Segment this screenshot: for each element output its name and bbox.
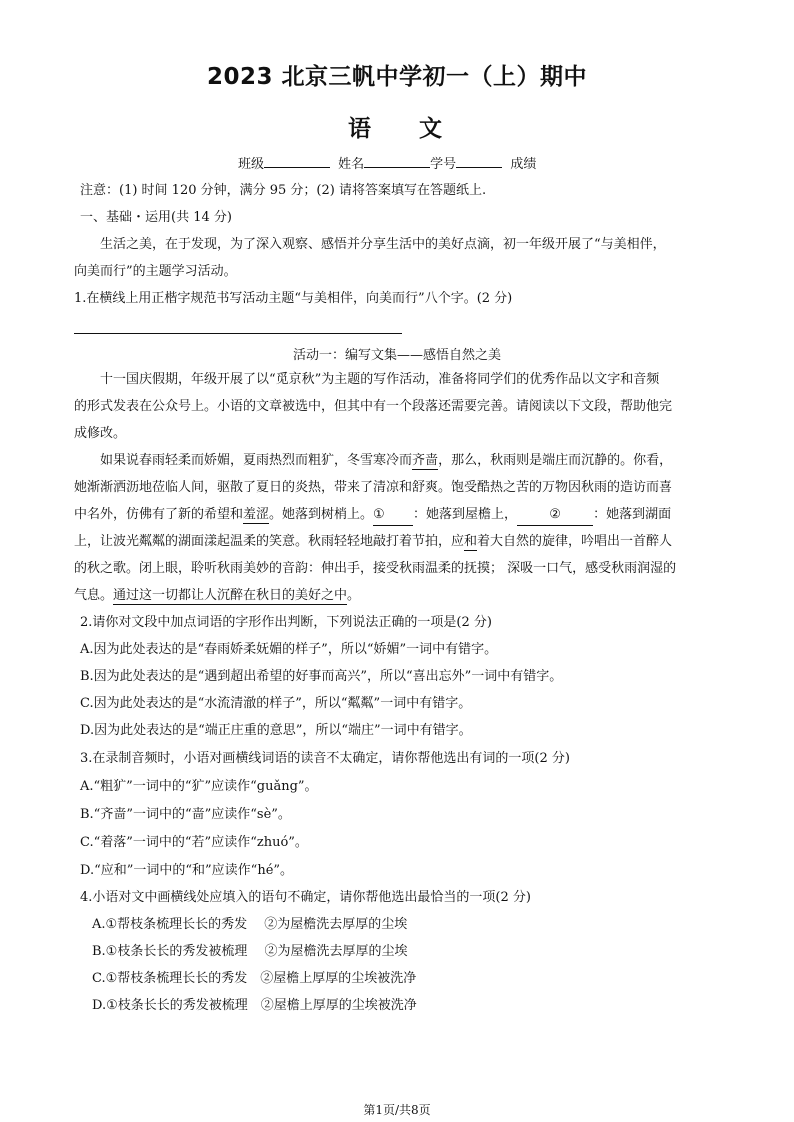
underlined-sentence: 通过这一切都让人沉醉在秋日的美好之中 (113, 588, 348, 603)
passage-text: ，夏雨热烈而粗犷，冬雪寒冷而 (230, 453, 413, 468)
name-blank[interactable] (364, 155, 430, 168)
passage-text: ：她落到湖面 (593, 507, 672, 522)
subject-title: 语文 (348, 116, 490, 142)
blank-1: ① (373, 506, 413, 526)
q3-option-b[interactable]: B.“齐啬”一词中的“啬”应读作“sè”。 (80, 807, 291, 822)
underlined-word-xiuse: 羞涩 (243, 507, 270, 522)
passage-text: 着大自然的旋律，吟唱出一首醉人 (477, 534, 673, 549)
notice: 注意：(1) 时间 120 分钟，满分 95 分；(2) 请将答案填写在答题纸上. (80, 183, 487, 198)
question-2: 2.请你对文段中加点词语的字形作出判断，下列说法正确的一项是(2 分) (80, 615, 492, 630)
q2-option-c[interactable]: C.因为此处表达的是“水流清澈的样子”，所以“粼粼”一词中有错字。 (80, 696, 472, 711)
page-number: 第1页/共8页 (363, 1103, 431, 1117)
name-label: 姓名 (338, 157, 365, 172)
part1-heading: 一、基础・运用(共 14 分) (80, 210, 232, 225)
passage-intro-line-1: 十一国庆假期，年级开展了以“觅京秋”为主题的写作活动，准备将同学们的优秀作品以文字和音频 (100, 372, 660, 387)
passage-text: 中名外，仿佛有了新的希望和 (74, 507, 244, 522)
q4-option-c[interactable]: C.①帮枝条梳理长长的秀发 ②屋檐上厚厚的尘埃被洗净 (92, 971, 417, 986)
passage-text: ：她落到屋檐上， (413, 507, 518, 522)
intro-line-2: 向美而行”的主题学习活动。 (74, 264, 237, 279)
passage-text: 如果说春雨轻柔而 (100, 453, 205, 468)
passage-line-2: 她渐渐洒沥地莅临人间，驱散了夏日的炎热，带来了清凉和舒爽。饱受酷热之苦的万物因秋雨的造访而喜 (74, 480, 673, 495)
student-info-row (238, 155, 536, 174)
q2-option-d[interactable]: D.因为此处表达的是“端正庄重的意思”，所以“端庄”一词中有错字。 (80, 723, 472, 738)
q3-option-c[interactable]: C.“着落”一词中的“若”应读作“zhuó”。 (80, 835, 308, 850)
question-1: 1.在横线上用正楷字规范书写活动主题“与美相伴，向美而行”八个字。(2 分) (74, 291, 513, 306)
q2-option-b[interactable]: B.因为此处表达的是“遇到超出希望的好事而高兴”，所以“喜出忘外”一词中有错字。 (80, 669, 563, 684)
q2-option-a[interactable]: A.因为此处表达的是“春雨娇柔妩媚的样子”，所以“娇媚”一词中有错字。 (80, 642, 498, 657)
underlined-word-qise: 齐啬 (412, 453, 439, 468)
passage-text: ，那么，秋雨则是端庄而沉静的。你看， (438, 453, 673, 468)
dotted-word-jiaomei: 娇媚 (204, 453, 231, 468)
passage-intro-line-3: 成修改。 (74, 426, 127, 441)
passage-text: 上，让波光粼粼的湖面漾起温柔的笑意。秋雨轻轻地敲打着节拍，应 (74, 534, 465, 549)
passage-line-6 (74, 587, 360, 605)
underlined-word-he: 和 (464, 534, 478, 549)
score-label: 成绩 (510, 157, 537, 172)
q4-option-d[interactable]: D.①枝条长长的秀发被梳理 ②屋檐上厚厚的尘埃被洗净 (92, 998, 417, 1013)
activity-1-title: 活动一：编写文集——感悟自然之美 (292, 348, 501, 363)
passage-line-5: 的秋之歌。闭上眼，聆听秋雨美妙的音韵：伸出手，接受秋雨温柔的抚摸； 深吸一口气，感受秋雨润湿的 (74, 561, 677, 576)
intro-line-1: 生活之美，在于发现，为了深入观察、感悟并分享生活中的美好点滴，初一年级开展了“与美相伴， (100, 237, 666, 252)
class-label: 班级 (238, 157, 265, 172)
q4-option-a[interactable]: A.①帮枝条梳理长长的秀发 ②为屋檐洗去厚厚的尘埃 (92, 917, 408, 932)
question-3: 3.在录制音频时，小语对画横线词语的读音不太确定，请你帮他选出有词的一项(2 分) (80, 751, 570, 766)
id-label: 学号 (430, 157, 457, 172)
blank-2: ② (517, 506, 593, 526)
passage-text: 。 (347, 588, 361, 603)
passage-line-4 (74, 533, 672, 551)
q3-option-d[interactable]: D.“应和”一词中的“和”应读作“hé”。 (80, 863, 294, 878)
question-4: 4.小语对文中画横线处应填入的语句不确定，请你帮他选出最恰当的一项(2 分) (80, 890, 531, 905)
q3-option-a[interactable]: A.“粗犷”一词中的“犷”应读作“guǎng”。 (80, 779, 318, 794)
answer-line[interactable] (74, 333, 402, 334)
passage-text: 气息。 (74, 588, 114, 603)
q4-option-b[interactable]: B.①枝条长长的秀发被梳理 ②为屋檐洗去厚厚的尘埃 (92, 944, 408, 959)
class-blank[interactable] (264, 155, 330, 168)
page-title: 2023 北京三帆中学初一（上）期中 (206, 64, 588, 90)
passage-line-1 (100, 452, 672, 470)
passage-text: 。她落到树梢上。 (269, 507, 374, 522)
passage-intro-line-2: 的形式发表在公众号上。小语的文章被选中，但其中有一个段落还需要完善。请阅读以下文段，帮助他完 (74, 399, 673, 414)
id-blank[interactable] (456, 155, 502, 168)
passage-line-3 (74, 506, 671, 526)
